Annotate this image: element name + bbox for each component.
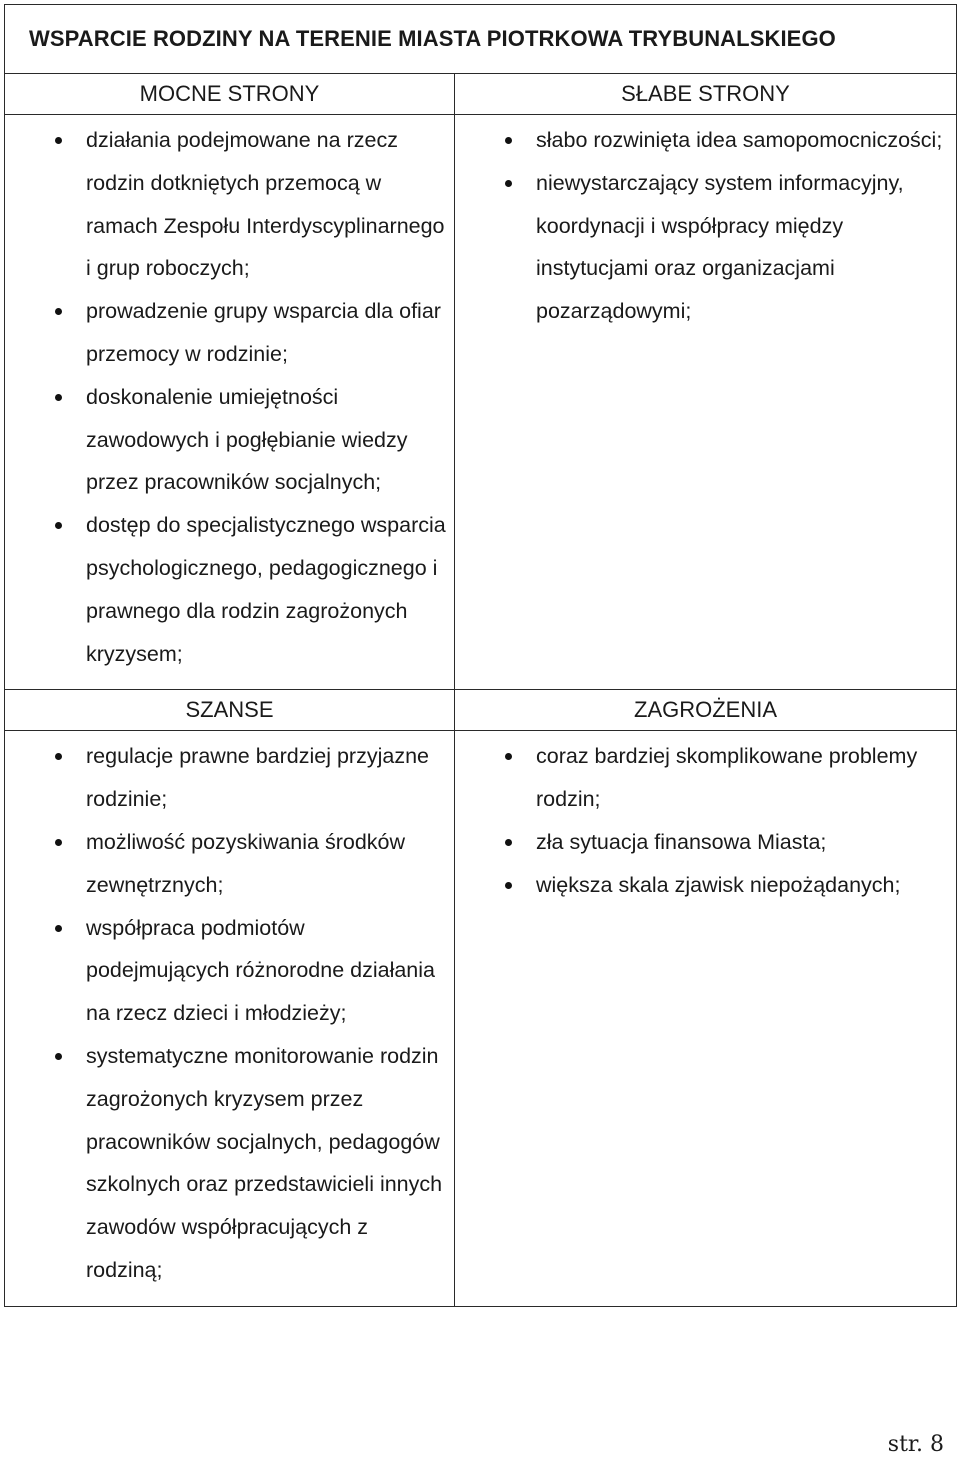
weaknesses-header: SŁABE STRONY — [455, 74, 957, 115]
opportunities-header: SZANSE — [5, 690, 455, 731]
strengths-item-1: działania podejmowane na rzecz rodzin dotkniętych przemocą w ramach Zespołu Interdyscyplinarnego i grup roboczych; — [5, 119, 446, 290]
strengths-list — [5, 119, 446, 675]
bullet-icon — [505, 137, 512, 144]
threats-cell — [455, 731, 957, 1306]
opportunities-item-1: regulacje prawne bardziej przyjazne rodzinie; — [5, 735, 446, 821]
bullet-icon — [55, 522, 62, 529]
bullet-icon — [505, 753, 512, 760]
strengths-item-4: dostęp do specjalistycznego wsparcia psychologicznego, pedagogicznego i prawnego dla rodzin zagrożonych kryzysem; — [5, 504, 446, 675]
opportunities-cell — [5, 731, 455, 1306]
weaknesses-list — [455, 119, 948, 333]
weaknesses-item-2: niewystarczający system informacyjny, koordynacji i współpracy między instytucjami oraz organizacjami pozarządowymi; — [455, 162, 948, 333]
bullet-icon — [55, 137, 62, 144]
bullet-icon — [55, 308, 62, 315]
threats-item-1: coraz bardziej skomplikowane problemy rodzin; — [455, 735, 948, 821]
threats-header: ZAGROŻENIA — [455, 690, 957, 731]
bullet-icon — [55, 753, 62, 760]
weaknesses-cell — [455, 115, 957, 690]
threats-item-2: zła sytuacja finansowa Miasta; — [455, 821, 948, 864]
weaknesses-item-1: słabo rozwinięta idea samopomocniczości; — [455, 119, 948, 162]
threats-item-3: większa skala zjawisk niepożądanych; — [455, 864, 948, 907]
swot-table — [4, 4, 957, 1307]
bullet-icon — [55, 925, 62, 932]
bullet-icon — [55, 839, 62, 846]
strengths-item-3: doskonalenie umiejętności zawodowych i pogłębianie wiedzy przez pracowników socjalnych; — [5, 376, 446, 504]
strengths-header: MOCNE STRONY — [5, 74, 455, 115]
bullet-icon — [505, 180, 512, 187]
bullet-icon — [55, 394, 62, 401]
strengths-item-2: prowadzenie grupy wsparcia dla ofiar przemocy w rodzinie; — [5, 290, 446, 376]
bullet-icon — [55, 1053, 62, 1060]
threats-list — [455, 735, 948, 906]
bullet-icon — [505, 839, 512, 846]
opportunities-list — [5, 735, 446, 1291]
page-number: str. 8 — [887, 1432, 944, 1457]
opportunities-item-3: współpraca podmiotów podejmujących różnorodne działania na rzecz dzieci i młodzieży; — [5, 907, 446, 1035]
bullet-icon — [505, 882, 512, 889]
opportunities-item-2: możliwość pozyskiwania środków zewnętrznych; — [5, 821, 446, 907]
opportunities-item-4: systematyczne monitorowanie rodzin zagrożonych kryzysem przez pracowników socjalnych, pedagogów szkolnych oraz przedstawicieli innych zawodów współpracujących z rodziną; — [5, 1035, 446, 1292]
document-title: WSPARCIE RODZINY NA TERENIE MIASTA PIOTRKOWA TRYBUNALSKIEGO — [5, 5, 957, 74]
strengths-cell — [5, 115, 455, 690]
